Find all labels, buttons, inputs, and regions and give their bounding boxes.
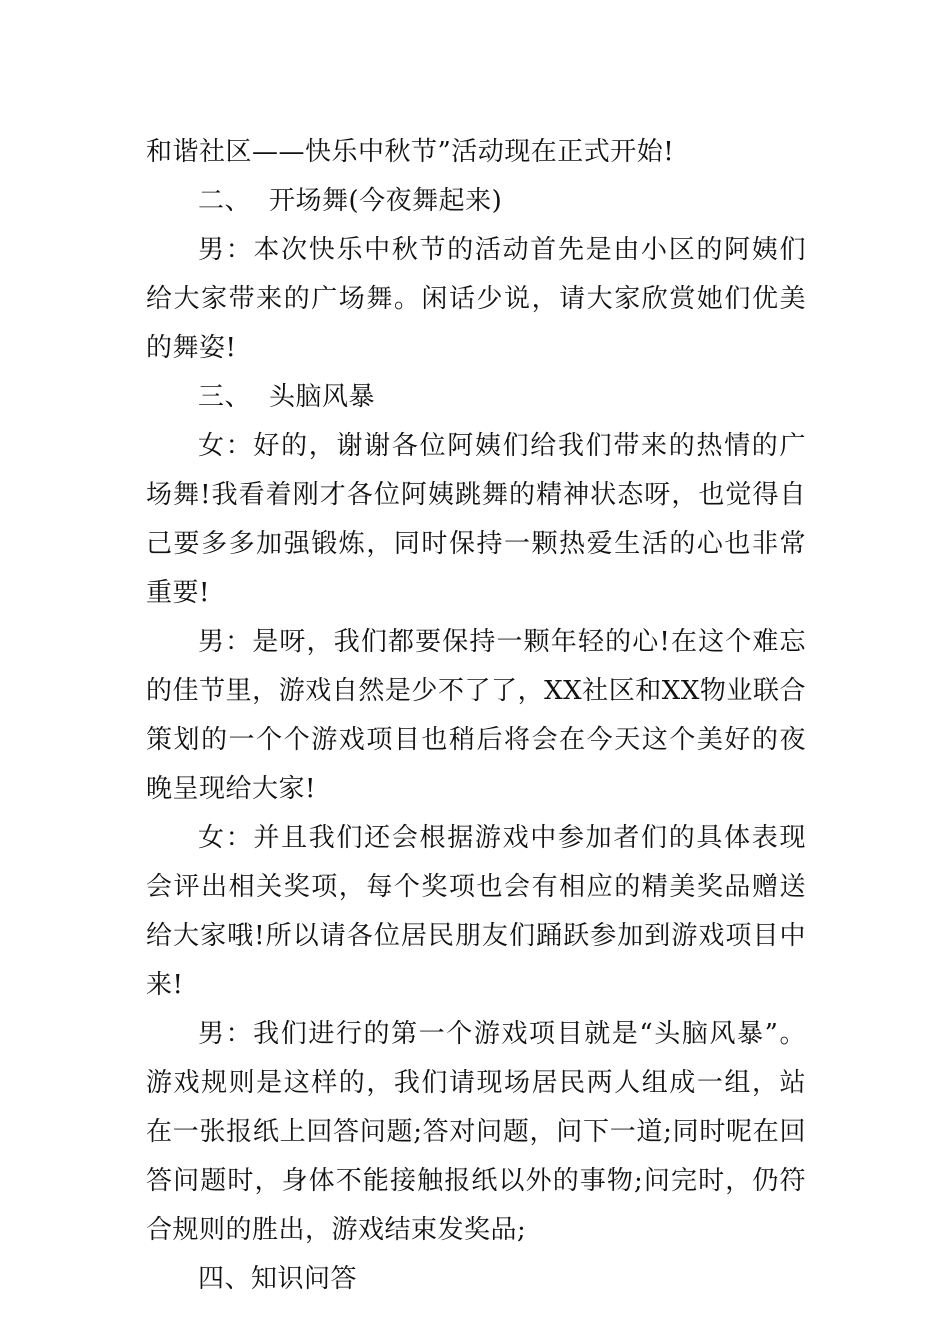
paragraph-male-host-3: 男：我们进行的第一个游戏项目就是“头脑风暴”。游戏规则是这样的，我们请现场居民两人组成一组，站在一张报纸上回答问题;答对问题，问下一道;同时呢在回答问题时，身体不能接触报纸以外的事物;问完时，仍符合规则的胜出，游戏结束发奖品; — [146, 1019, 806, 1245]
section-title: 知识问答 — [251, 1264, 358, 1294]
section-title: 头脑风暴 — [269, 382, 376, 412]
paragraph-male-host-2: 男：是呀，我们都要保持一颗年轻的心!在这个难忘的佳节里，游戏自然是少不了了，XX社区和XX物业联合策划的一个个游戏项目也稍后将会在今天这个美好的夜晚呈现给大家! — [146, 627, 806, 804]
paragraph-female-host-1: 女：好的，谢谢各位阿姨们给我们带来的热情的广场舞!我看着刚才各位阿姨跳舞的精神状态呀，也觉得自己要多多加强锻炼，同时保持一颗热爱生活的心也非常重要! — [146, 431, 806, 608]
section-heading-brainstorm — [146, 373, 806, 422]
section-heading-quiz — [146, 1255, 806, 1304]
document-body — [146, 128, 806, 1304]
section-title: 开场舞(今夜舞起来) — [269, 186, 503, 216]
paragraph-opening-continuation: 和谐社区——快乐中秋节”活动现在正式开始! — [146, 137, 675, 167]
section-number: 三、 — [198, 382, 252, 412]
section-number: 四、 — [198, 1264, 252, 1294]
section-number: 二、 — [198, 186, 252, 216]
paragraph-male-host-1: 男：本次快乐中秋节的活动首先是由小区的阿姨们给大家带来的广场舞。闲话少说，请大家欣赏她们优美的舞姿! — [146, 235, 806, 363]
paragraph-female-host-2: 女：并且我们还会根据游戏中参加者们的具体表现会评出相关奖项，每个奖项也会有相应的精美奖品赠送给大家哦!所以请各位居民朋友们踊跃参加到游戏项目中来! — [146, 823, 806, 1000]
section-heading-opening-dance — [146, 177, 806, 226]
